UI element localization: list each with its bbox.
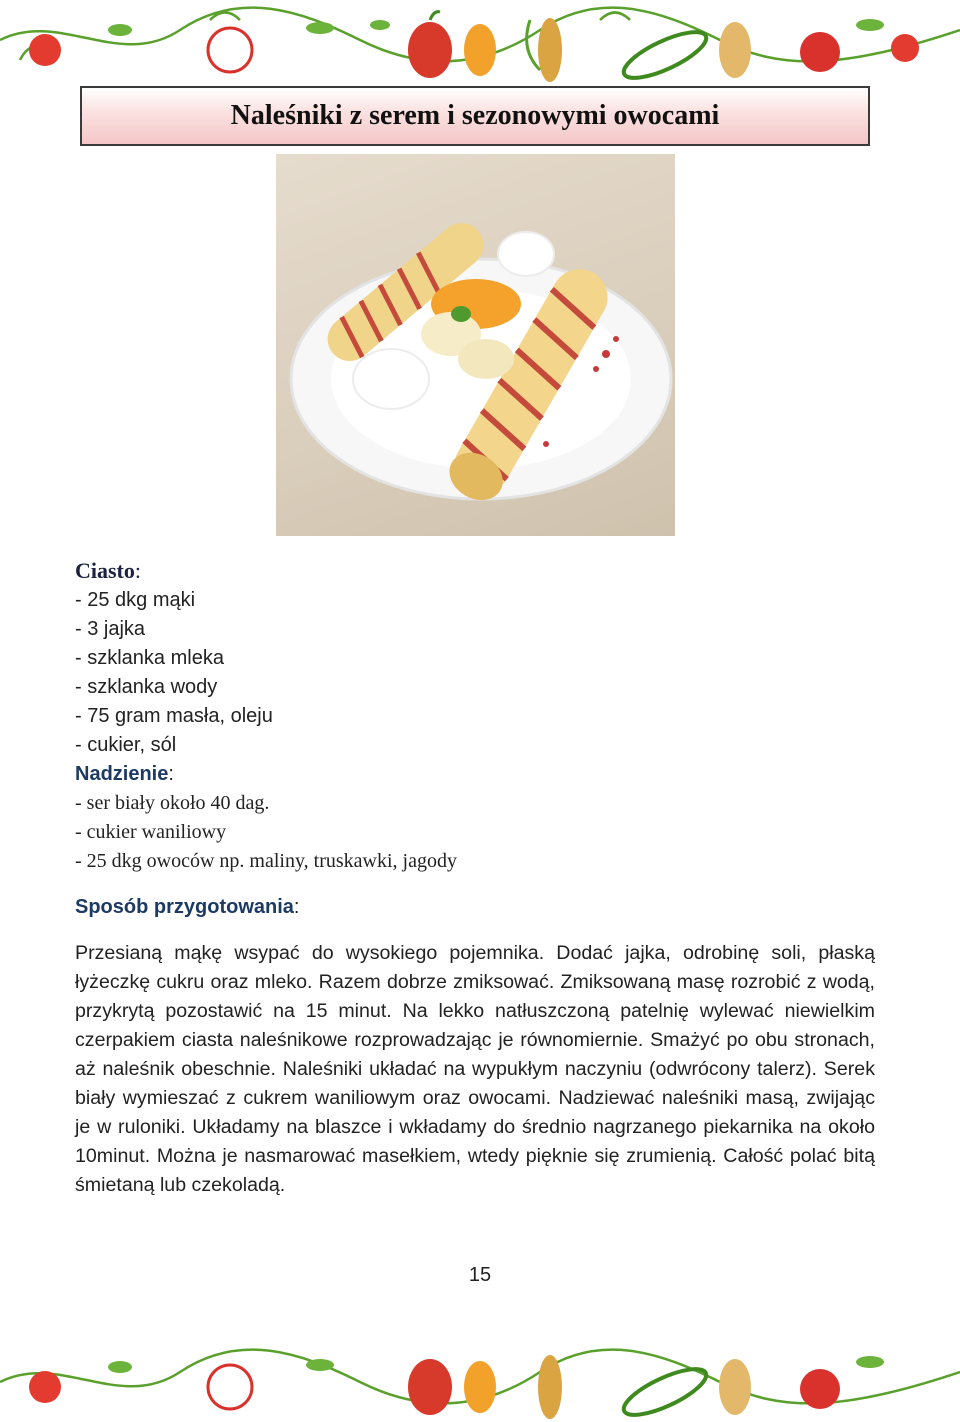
vegetable-border-bottom (0, 1332, 960, 1422)
corn-icon (538, 1355, 562, 1419)
filling-item: - 25 dkg owoców np. maliny, truskawki, jagody (75, 850, 457, 872)
crepes-plate-photo (276, 154, 675, 536)
page-number: 15 (468, 1264, 492, 1286)
pepper-icon (408, 12, 496, 78)
filling-item: - ser biały około 40 dag. (75, 792, 270, 814)
preparation-heading: Sposób przygotowania: (75, 896, 300, 918)
recipe-content (75, 556, 875, 1200)
corn-icon (527, 18, 562, 82)
nadzienie-heading: Nadzienie: (75, 763, 174, 785)
ciasto-heading: Ciasto: (75, 558, 142, 583)
ingredient-item: - 75 gram masła, oleju (75, 705, 273, 727)
zucchini-icon (618, 1359, 751, 1422)
ingredient-item: - szklanka wody (75, 676, 218, 698)
recipe-title-box (80, 86, 870, 146)
ingredient-item: - 25 dkg mąki (75, 589, 196, 611)
zucchini-icon (618, 22, 751, 87)
preparation-text: Przesianą mąkę wsypać do wysokiego pojemnika. Dodać jajka, odrobinę soli, płaską łyżeczkę cukru oraz mleko. Razem dobrze zmiksować. Zmiksowaną masę rozrobić z wodą, przykrytą pozostawić na 15 minut. Na lekko natłuszczoną patelnię wylewać niewielkim czerpakiem ciasta naleśnikowe rozprowadzając je równomiernie. Smażyć po obu stronach, aż naleśnik obeschnie. Naleśniki układać na wypukłym naczyniu (odwrócony talerz). Serek biały wymieszać z cukrem waniliowym oraz owocami. Nadziewać naleśniki masą, zwijając je w ruloniki. Układamy na blaszce i wkładamy do średnio nagrzanego piekarnika na około 10minut. Można je nasmarować masełkiem, wtedy pięknie się zrumienią. Całość polać bitą śmietaną lub czekoladą. (75, 942, 875, 1196)
ingredient-item: - szklanka mleka (75, 647, 224, 669)
vegetable-border-top (0, 0, 960, 90)
ingredient-item: - cukier, sól (75, 734, 177, 756)
filling-item: - cukier waniliowy (75, 821, 227, 843)
pepper-icon (408, 1359, 496, 1415)
recipe-title: Naleśniki z serem i sezonowymi owocami (230, 100, 720, 131)
ingredient-item: - 3 jajka (75, 618, 146, 640)
